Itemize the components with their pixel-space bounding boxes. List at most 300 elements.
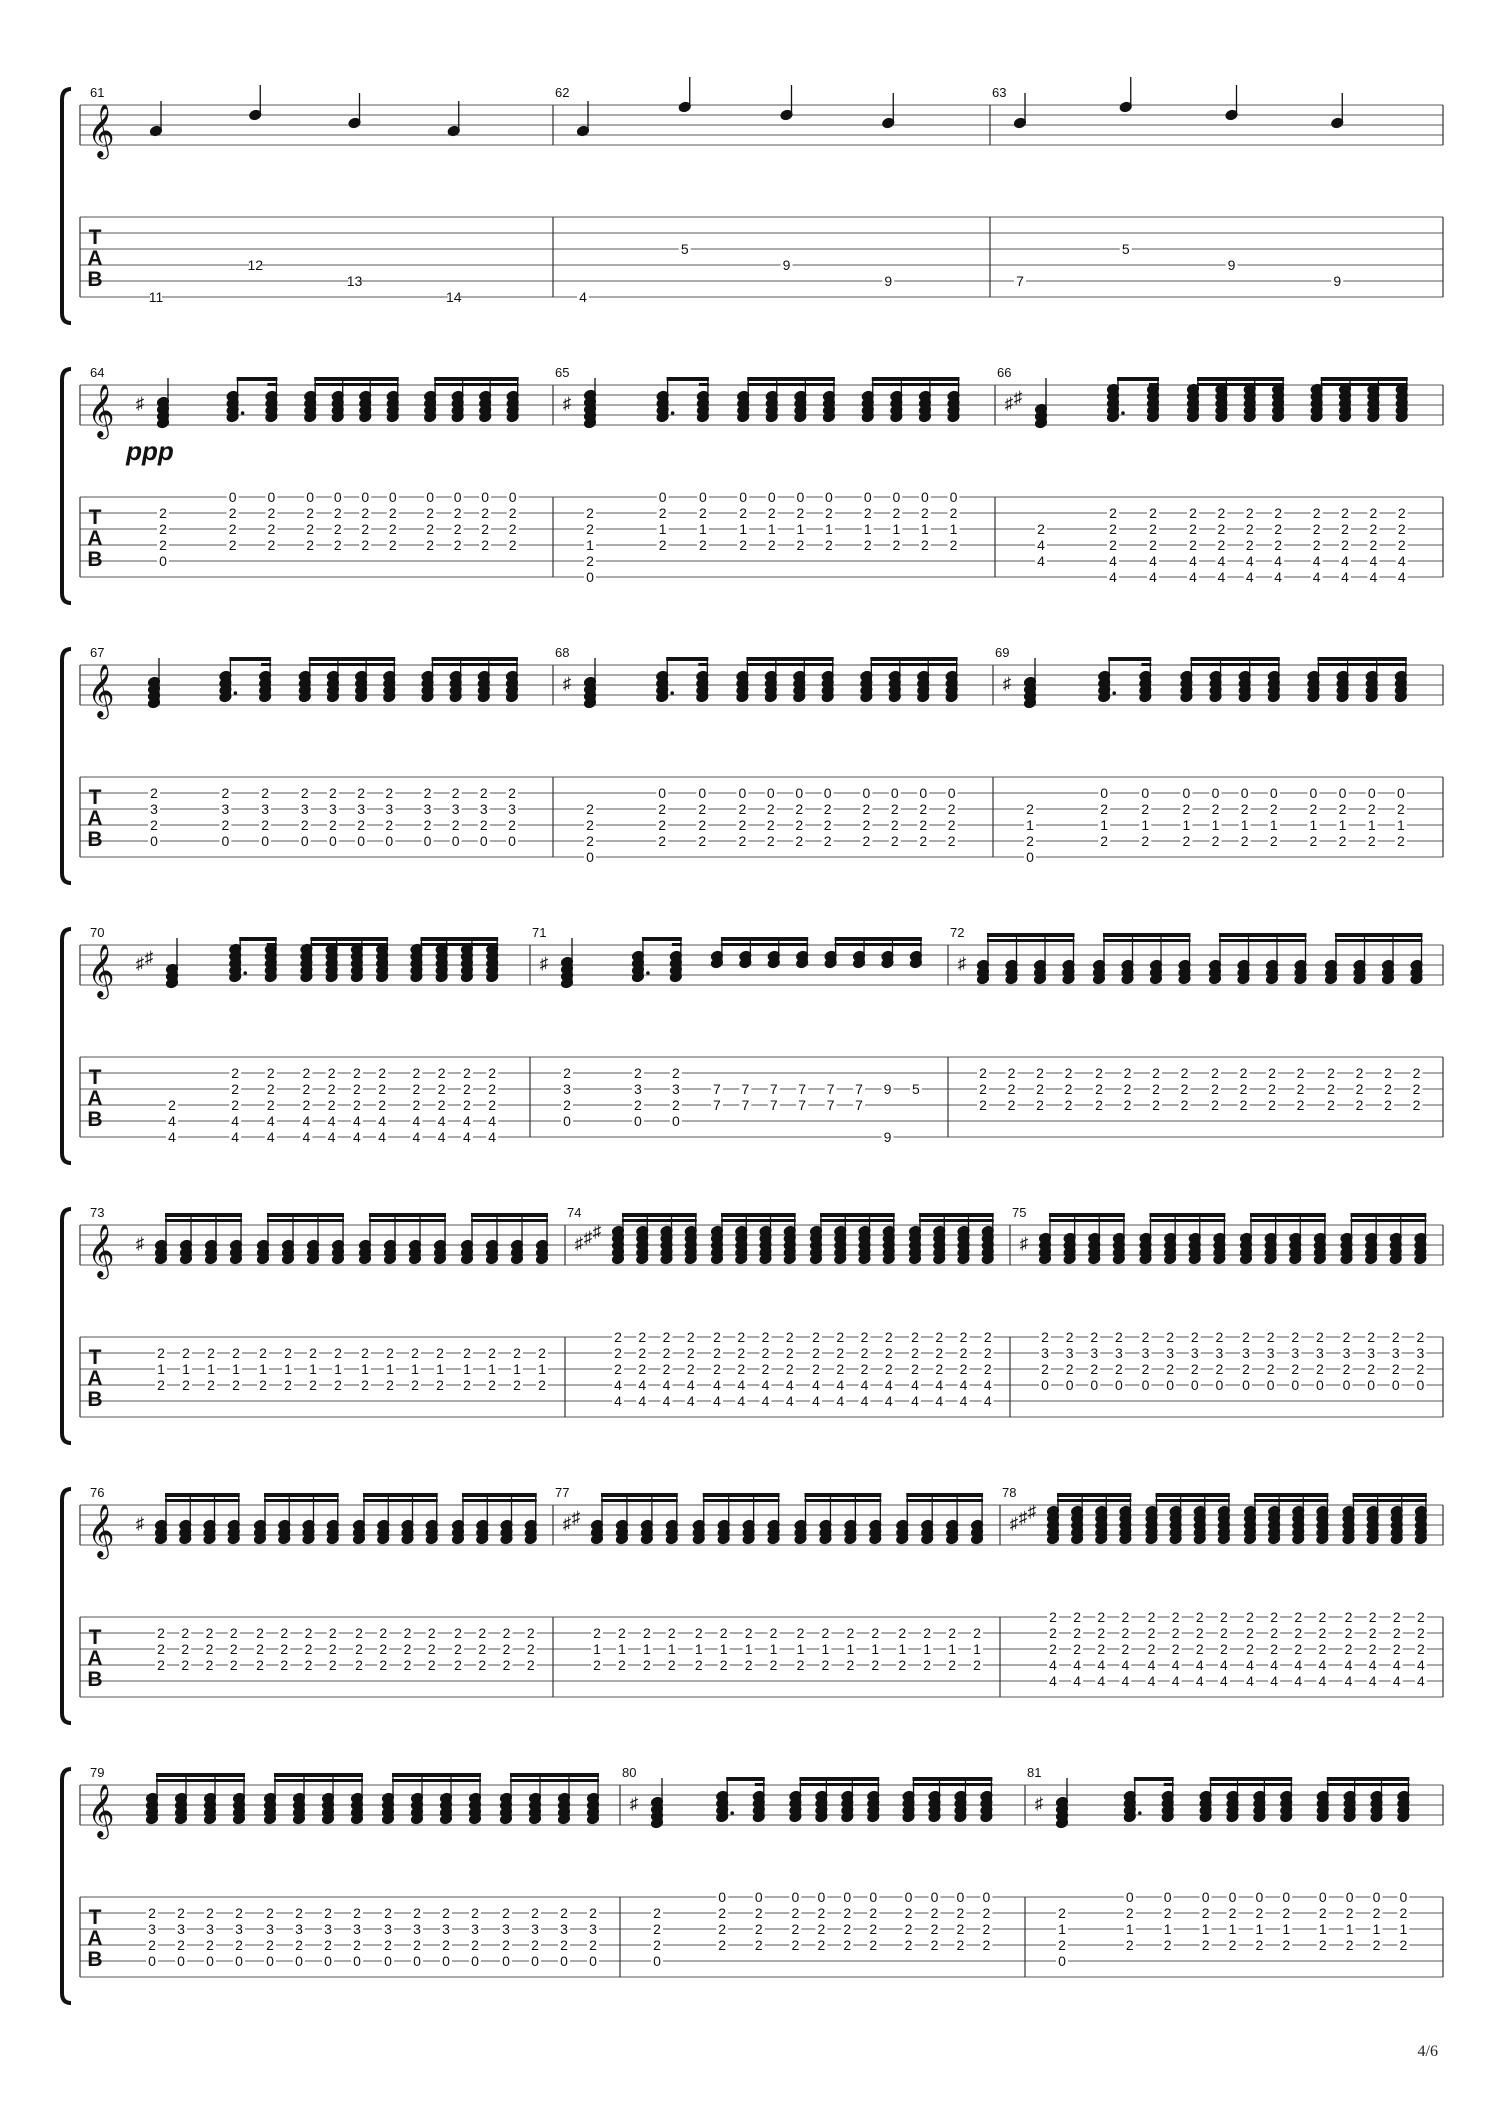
fret-number: 3 [502, 1921, 510, 1937]
fret-number: 2 [329, 785, 337, 801]
fret-number: 2 [667, 1625, 676, 1641]
fret-number: 1 [871, 1641, 880, 1657]
fret-number: 2 [231, 1081, 240, 1097]
fret-number: 0 [423, 833, 432, 849]
fret-number: 4 [1318, 1673, 1327, 1689]
fret-number: 2 [1266, 1361, 1275, 1377]
fret-number: 3 [423, 801, 432, 817]
fret-number: 4 [463, 1113, 471, 1129]
fret-number: 1 [1201, 1921, 1210, 1937]
fret-number: 0 [1166, 1377, 1175, 1393]
fret-number: 2 [812, 1361, 820, 1377]
sharp-sign: ♯ [562, 394, 572, 413]
fret-number: 2 [860, 1361, 869, 1377]
fret-number: 7 [769, 1097, 778, 1113]
fret-number: 2 [586, 833, 594, 849]
beam [462, 1499, 537, 1502]
fret-number: 2 [221, 817, 230, 833]
fret-number: 0 [739, 489, 748, 505]
fret-number: 2 [589, 1905, 597, 1921]
fret-number: 2 [699, 505, 707, 521]
fret-number: 2 [1195, 1625, 1204, 1641]
beam [165, 1499, 240, 1502]
fret-number: 4 [662, 1377, 671, 1393]
measure-number: 73 [90, 1205, 105, 1220]
fret-number: 2 [259, 1345, 267, 1361]
fret-number: 2 [1315, 1329, 1324, 1345]
fret-number: 2 [1416, 1361, 1425, 1377]
fret-number: 2 [232, 1377, 240, 1393]
beam [1156, 1499, 1230, 1502]
beam [666, 657, 708, 661]
fret-number: 0 [947, 785, 956, 801]
fret-number: 2 [1049, 1625, 1057, 1641]
fret-number: 2 [502, 1657, 511, 1673]
fret-number: 2 [181, 1657, 190, 1673]
fret-number: 2 [662, 1361, 671, 1377]
fret-number: 2 [983, 1345, 992, 1361]
sharp-sign: ♯ [135, 954, 145, 973]
fret-number: 1 [1396, 817, 1405, 833]
fret-number: 3 [177, 1921, 185, 1937]
fret-number: 2 [1318, 1937, 1327, 1953]
fret-number: 2 [982, 1921, 991, 1937]
fret-number: 2 [843, 1905, 852, 1921]
fret-number: 1 [586, 537, 594, 553]
fret-number: 2 [1097, 1625, 1106, 1641]
sharp-sign: ♯ [562, 1514, 572, 1533]
beam [471, 1219, 548, 1222]
fret-number: 2 [739, 537, 748, 553]
beam [314, 383, 399, 386]
fret-number: 0 [698, 785, 707, 801]
fret-number: 2 [1049, 1641, 1057, 1657]
fret-number: 2 [1073, 1609, 1082, 1625]
fret-number: 1 [259, 1361, 267, 1377]
fret-number: 0 [862, 785, 871, 801]
fret-number: 1 [1269, 817, 1278, 833]
tab-clef-letter: T [88, 1626, 102, 1649]
fret-number: 4 [168, 1113, 176, 1129]
fret-number: 0 [1058, 1953, 1066, 1969]
fret-number: 2 [205, 1625, 214, 1641]
fret-number: 0 [1211, 785, 1220, 801]
fret-number: 1 [719, 1641, 728, 1657]
dot [1138, 1811, 1142, 1815]
beam [156, 1779, 245, 1782]
fret-number: 3 [329, 801, 337, 817]
fret-number: 2 [694, 1657, 703, 1673]
fret-number: 2 [177, 1937, 185, 1953]
sharp-sign: ♯ [1027, 1502, 1037, 1521]
fret-number: 2 [761, 1329, 770, 1345]
fret-number: 0 [1125, 1889, 1134, 1905]
fret-number: 2 [1036, 1065, 1044, 1081]
fret-number: 0 [177, 1953, 185, 1969]
fret-number: 2 [923, 1625, 932, 1641]
measure-61 [90, 85, 462, 305]
dot [646, 971, 650, 975]
fret-number: 2 [284, 1345, 292, 1361]
fret-number: 0 [1269, 785, 1278, 801]
fret-number: 4 [579, 289, 587, 305]
fret-number: 2 [1384, 1081, 1392, 1097]
fret-number: 4 [488, 1129, 497, 1145]
fret-number: 2 [352, 1065, 361, 1081]
sharp-sign: ♯ [592, 1222, 602, 1241]
fret-number: 4 [463, 1129, 471, 1145]
measure-number: 63 [992, 85, 1007, 100]
beam [267, 383, 277, 386]
fret-number: 7 [741, 1081, 750, 1097]
fret-number: 4 [1294, 1657, 1303, 1673]
fret-number: 0 [919, 785, 928, 801]
fret-number: 2 [796, 505, 805, 521]
fret-number: 1 [1125, 1921, 1134, 1937]
fret-number: 2 [206, 1937, 214, 1953]
fret-number: 2 [1372, 1905, 1381, 1921]
fret-number: 1 [1367, 817, 1376, 833]
treble-clef: 𝄞 [87, 944, 115, 996]
fret-number: 2 [1217, 537, 1226, 553]
measure-67 [90, 645, 519, 849]
fret-number: 2 [295, 1937, 303, 1953]
fret-number: 2 [863, 505, 872, 521]
fret-number: 2 [1239, 1081, 1248, 1097]
beam [1351, 1219, 1427, 1222]
fret-number: 2 [384, 1937, 392, 1953]
fret-number: 4 [737, 1393, 746, 1409]
fret-number: 2 [1007, 1081, 1016, 1097]
beam [1108, 657, 1151, 661]
fret-number: 2 [357, 785, 366, 801]
fret-number: 2 [1345, 1937, 1354, 1953]
fret-number: 2 [1318, 1609, 1327, 1625]
beam [310, 937, 388, 941]
fret-number: 2 [1217, 505, 1226, 521]
fret-number: 4 [1270, 1657, 1279, 1673]
beam [1327, 1783, 1410, 1786]
beam [432, 657, 518, 661]
fret-number: 2 [1166, 1329, 1175, 1345]
fret-number: 4 [1147, 1673, 1156, 1689]
fret-number: 3 [221, 801, 230, 817]
system-4 [62, 925, 1443, 1163]
fret-number: 2 [1090, 1329, 1099, 1345]
fret-number: 3 [385, 801, 394, 817]
fret-number: 0 [1182, 785, 1191, 801]
fret-number: 2 [563, 1097, 571, 1113]
fret-number: 2 [159, 537, 167, 553]
fret-number: 2 [1125, 1905, 1134, 1921]
fret-number: 2 [1342, 1329, 1351, 1345]
beam [510, 1773, 599, 1777]
fret-number: 2 [662, 1345, 671, 1361]
fret-number: 2 [959, 1345, 968, 1361]
sharp-sign: ♯ [1013, 388, 1023, 407]
fret-number: 4 [1312, 569, 1321, 585]
fret-number: 2 [1397, 505, 1406, 521]
fret-number: 2 [898, 1657, 907, 1673]
fret-number: 2 [761, 1345, 770, 1361]
fret-number: 2 [513, 1377, 521, 1393]
fret-number: 2 [796, 1657, 805, 1673]
measure-number: 80 [622, 1765, 637, 1780]
fret-number: 1 [1026, 817, 1034, 833]
fret-number: 2 [1036, 1081, 1044, 1097]
fret-number: 2 [423, 817, 432, 833]
beam [622, 1219, 697, 1222]
measure-number: 61 [90, 85, 105, 100]
fret-number: 2 [973, 1657, 981, 1673]
fret-number: 2 [1109, 537, 1117, 553]
sharp-sign: ♯ [135, 1514, 145, 1533]
fret-number: 1 [1345, 1921, 1354, 1937]
tab-clef-letter: B [87, 1948, 103, 1971]
fret-number: 4 [1049, 1657, 1057, 1673]
fret-number: 3 [1166, 1345, 1175, 1361]
fret-number: 2 [795, 833, 804, 849]
fret-number: 3 [1141, 1345, 1150, 1361]
fret-number: 2 [979, 1097, 987, 1113]
tab-clef-letter: T [88, 786, 102, 809]
fret-number: 2 [1392, 1625, 1401, 1641]
tab-clef-letter: A [87, 807, 103, 830]
fret-number: 1 [182, 1361, 190, 1377]
beam [1351, 1213, 1427, 1217]
fret-number: 2 [267, 537, 276, 553]
fret-number: 2 [795, 801, 804, 817]
fret-number: 2 [1109, 521, 1117, 537]
beam [1103, 939, 1191, 942]
fret-number: 2 [304, 1641, 313, 1657]
measure-number: 70 [90, 925, 105, 940]
fret-number: 2 [1180, 1081, 1189, 1097]
fret-number: 4 [983, 1393, 992, 1409]
fret-number: 2 [1312, 521, 1321, 537]
fret-number: 2 [463, 1377, 471, 1393]
fret-number: 2 [1239, 1065, 1248, 1081]
fret-number: 2 [235, 1937, 243, 1953]
fret-number: 2 [1368, 1625, 1377, 1641]
fret-number: 0 [150, 833, 158, 849]
fret-number: 2 [436, 1377, 444, 1393]
fret-number: 1 [593, 1641, 601, 1657]
beam [261, 663, 271, 666]
fret-number: 2 [686, 1361, 695, 1377]
fret-number: 2 [1211, 1065, 1219, 1081]
fret-number: 1 [642, 1641, 651, 1657]
beam [747, 383, 835, 386]
fret-number: 2 [638, 1345, 647, 1361]
fret-number: 2 [817, 1937, 826, 1953]
measure-number: 72 [950, 925, 965, 940]
fret-number: 2 [352, 1081, 361, 1097]
fret-number: 2 [1338, 801, 1347, 817]
measure-number: 66 [997, 365, 1012, 380]
fret-number: 1 [921, 521, 929, 537]
fret-number: 4 [1097, 1657, 1106, 1673]
beam [672, 943, 682, 946]
fret-number: 2 [538, 1345, 546, 1361]
sharp-sign: ♯ [1019, 1234, 1029, 1253]
beam [667, 377, 709, 381]
fret-number: 2 [306, 537, 315, 553]
beam [1150, 1213, 1226, 1217]
fret-number: 2 [221, 785, 230, 801]
fret-number: 2 [379, 1625, 388, 1641]
fret-number: 1 [667, 1641, 676, 1657]
fret-number: 0 [1416, 1377, 1425, 1393]
fret-number: 2 [1312, 505, 1321, 521]
fret-number: 4 [302, 1129, 311, 1145]
fret-number: 2 [1341, 521, 1349, 537]
fret-number: 4 [1189, 569, 1197, 585]
beam [392, 1779, 481, 1782]
dot [730, 1811, 734, 1815]
fret-number: 2 [207, 1345, 215, 1361]
fret-number: 2 [1041, 1329, 1049, 1345]
fret-number: 1 [1372, 1921, 1381, 1937]
fret-number: 2 [157, 1377, 165, 1393]
fret-number: 2 [1036, 1097, 1044, 1113]
fret-number: 2 [206, 1905, 214, 1921]
fret-number: 2 [718, 1937, 727, 1953]
beam [872, 383, 960, 386]
fret-number: 2 [427, 1641, 436, 1657]
fret-number: 0 [1100, 785, 1109, 801]
fret-number: 2 [1318, 1641, 1327, 1657]
beam [363, 1499, 438, 1502]
fret-number: 4 [412, 1129, 421, 1145]
fret-number: 4 [911, 1377, 919, 1393]
fret-number: 1 [825, 521, 833, 537]
fret-number: 0 [671, 1113, 680, 1129]
fret-number: 2 [1392, 1641, 1401, 1657]
fret-number: 2 [1341, 537, 1349, 553]
fret-number: 2 [1291, 1361, 1300, 1377]
fret-number: 2 [412, 1081, 421, 1097]
fret-number: 2 [1399, 1905, 1408, 1921]
beam [1250, 1219, 1326, 1222]
beam [642, 937, 682, 941]
beam [1219, 933, 1307, 937]
fret-number: 2 [1152, 1065, 1160, 1081]
fret-number: 2 [791, 1921, 800, 1937]
fret-number: 2 [1396, 833, 1405, 849]
fret-number: 4 [266, 1113, 275, 1129]
beam [314, 377, 399, 381]
fret-number: 2 [488, 1345, 496, 1361]
fret-number: 2 [686, 1345, 695, 1361]
fret-number: 2 [947, 817, 956, 833]
fret-number: 2 [560, 1905, 568, 1921]
fret-number: 2 [1294, 1625, 1303, 1641]
fret-number: 2 [911, 1345, 919, 1361]
beam [1134, 1777, 1174, 1781]
fret-number: 0 [384, 1953, 392, 1969]
fret-number: 2 [1182, 833, 1191, 849]
fret-number: 4 [713, 1393, 721, 1409]
fret-number: 2 [1121, 1625, 1130, 1641]
fret-number: 2 [538, 1377, 546, 1393]
tab-clef-letter: A [87, 1087, 103, 1110]
fret-number: 2 [898, 1625, 907, 1641]
fret-number: 2 [1416, 1329, 1425, 1345]
fret-number: 2 [1211, 801, 1220, 817]
fret-number: 1 [1282, 1921, 1291, 1937]
fret-number: 0 [1163, 1889, 1172, 1905]
fret-number: 0 [796, 489, 805, 505]
fret-number: 2 [825, 505, 833, 521]
fret-number: 3 [295, 1921, 303, 1937]
measure-70 [90, 925, 499, 1145]
fret-number: 2 [333, 521, 342, 537]
fret-number: 2 [739, 505, 748, 521]
fret-number: 4 [1073, 1673, 1082, 1689]
fret-number: 2 [1246, 1641, 1254, 1657]
fret-number: 5 [680, 241, 689, 257]
beam [835, 943, 922, 946]
fret-number: 2 [333, 505, 342, 521]
fret-number: 4 [1149, 553, 1157, 569]
system-5 [62, 1205, 1443, 1443]
fret-number: 0 [471, 1953, 479, 1969]
beam [805, 1499, 882, 1502]
fret-number: 2 [1121, 1641, 1130, 1657]
fret-number: 2 [1416, 1609, 1425, 1625]
fret-number: 2 [911, 1361, 919, 1377]
fret-number: 1 [157, 1361, 165, 1377]
fret-number: 2 [1294, 1641, 1303, 1657]
fret-number: 2 [871, 1625, 880, 1641]
fret-number: 0 [1342, 1377, 1351, 1393]
fret-number: 4 [1344, 1657, 1353, 1673]
beam [1254, 1499, 1328, 1502]
sharp-sign: ♯ [583, 1228, 593, 1247]
fret-number: 2 [785, 1329, 794, 1345]
fret-number: 2 [157, 1641, 165, 1657]
fret-number: 2 [481, 505, 490, 521]
fret-number: 4 [1217, 569, 1226, 585]
fret-number: 2 [1058, 1937, 1066, 1953]
fret-number: 2 [385, 785, 394, 801]
fret-number: 2 [825, 537, 833, 553]
treble-clef: 𝄞 [87, 664, 115, 716]
beam [510, 1779, 599, 1782]
fret-number: 2 [892, 505, 901, 521]
fret-number: 2 [1416, 1641, 1425, 1657]
sharp-sign: ♯ [629, 1794, 639, 1813]
fret-number: 2 [890, 833, 899, 849]
fret-number: 2 [1269, 801, 1278, 817]
fret-number: 0 [817, 1889, 826, 1905]
fret-number: 4 [378, 1113, 387, 1129]
fret-number: 1 [538, 1361, 546, 1377]
fret-number: 3 [1266, 1345, 1275, 1361]
beam [309, 663, 395, 666]
fret-number: 4 [1397, 569, 1406, 585]
beam [165, 1493, 240, 1497]
fret-number: 0 [1201, 1889, 1210, 1905]
fret-number: 0 [479, 833, 488, 849]
fret-number: 2 [266, 1905, 274, 1921]
fret-number: 2 [411, 1345, 419, 1361]
fret-number: 0 [634, 1113, 642, 1129]
fret-number: 1 [207, 1361, 215, 1377]
fret-number: 1 [694, 1641, 703, 1657]
fret-number: 4 [1245, 569, 1254, 585]
